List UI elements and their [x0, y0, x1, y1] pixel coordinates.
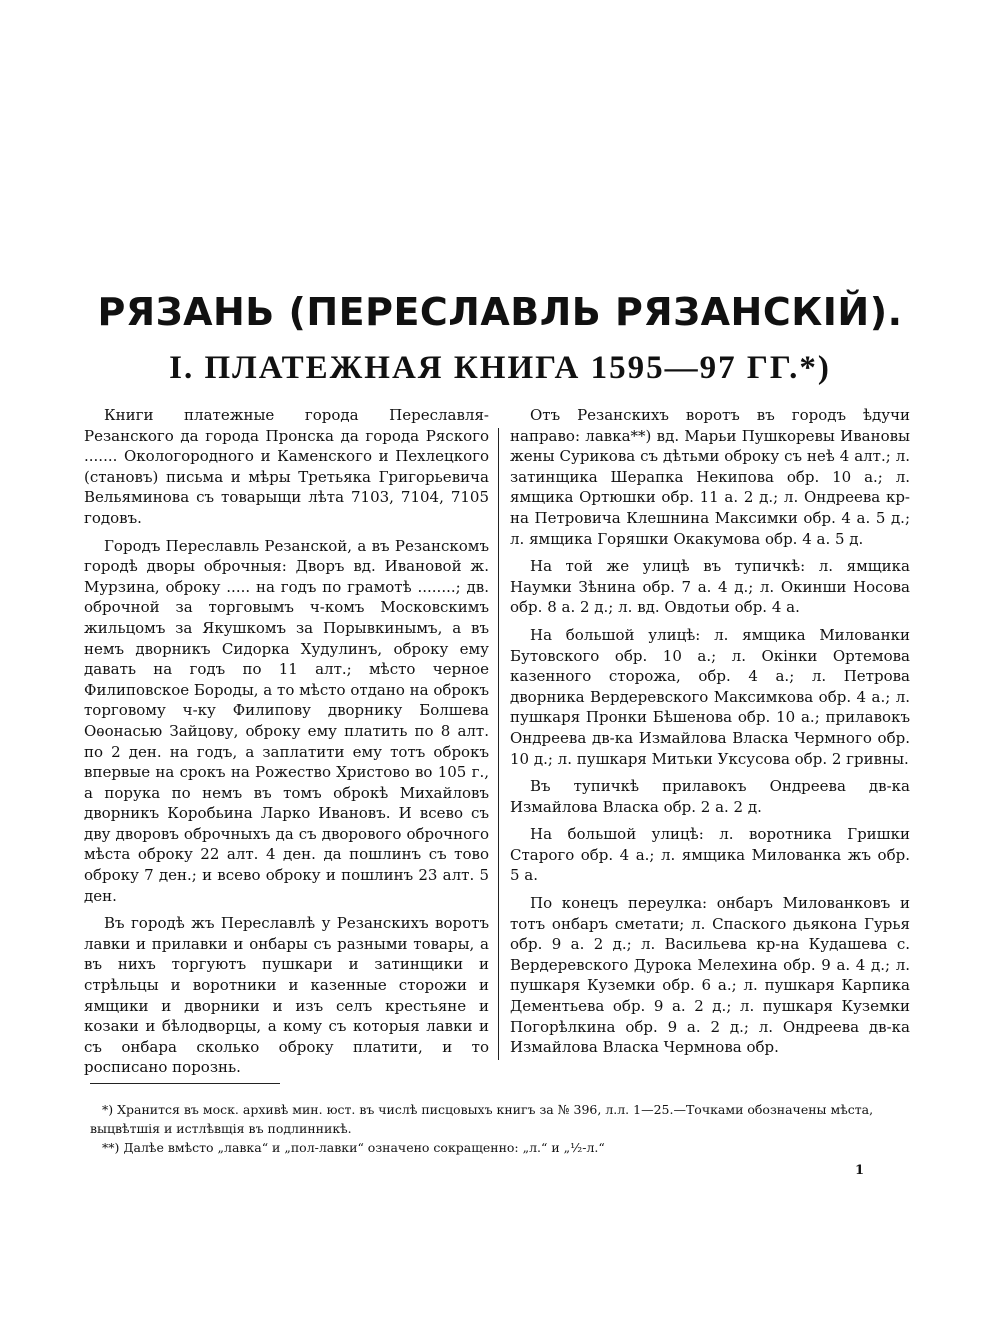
- page-title: РЯЗАНЬ (ПЕРЕСЛАВЛЬ РЯЗАНСКІЙ).: [97, 290, 903, 334]
- paragraph: На большой улицѣ: л. воротника Гришки Старого обр. 4 а.; л. ямщика Милованка жъ обр. 5 а.: [510, 825, 910, 885]
- column-divider: [498, 428, 499, 1060]
- footnote: **) Далѣе вмѣсто „лавка“ и „пол-лавки“ означено сокращенно: „л.“ и „½-л.“: [102, 1140, 605, 1155]
- paragraph: Въ городѣ жъ Переславлѣ у Резанскихъ воротъ лавки и прилавки и онбары съ разными товары, а въ нихъ торгуютъ пушкари и затинщики и стрѣльцы и воротники и казенные сторожи и ямщики и дворники и изъ селъ крестьяне и козаки и бѣлодворцы, а кому съ которыя лавки и съ онбара сколько оброку платити, и то росписано порознь.: [84, 914, 489, 1077]
- paragraph: Въ тупичкѣ прилавокъ Ондреева дв-ка Измайлова Власка обр. 2 а. 2 д.: [510, 777, 910, 816]
- paragraph: На большой улицѣ: л. ямщика Милованки Бутовского обр. 10 а.; л. Окінки Ортемова казенного сторожа, обр. 4 а.; л. Петрова дворника Вердеревского Максимкова обр. 4 а.; л. пушкаря Пронки Бѣшенова обр. 10 а.; прилавокъ Ондреева дв-ка Измайлова Власка Чермного обр. 10 д.; л. пушкаря Митьки Уксусова обр. 2 гривны.: [510, 625, 910, 768]
- paragraph: Книги платежные города Переславля-Резанского да города Пронска да города Ряского ....... Окологородного и Каменского и Пехлецкого (становъ) письма и мѣры Третьяка Григорьевича Вельяминова съ товарыщи лѣта 7103, 7104, 7105 годовъ.: [84, 406, 489, 527]
- paragraph: Городъ Переславль Резанской, а въ Резанскомъ городѣ дворы оброчныя: Дворъ вд. Ивановой ж. Мурзина, оброку ..... на годъ по грамотѣ ........; дв. оброчной за торговымъ ч-комъ Московскимъ жильцомъ за Якушкомъ за Порывкинымъ, а въ немъ дворникъ Сидорка Худулинъ, оброку ему давать на годъ по 11 алт.; мѣсто черное Филиповское Бороды, а то мѣсто отдано на оброкъ торговому ч-ку Филипову дворнику Болшева Оѳонасью Зайцову, оброку ему платить по 8 алт. по 2 ден. на годъ, а заплатити ему тотъ оброкъ впервые на срокъ на Рожество Христово во 105 г., а порука по немъ въ томъ оброкѣ Михайловъ дворникъ Коробьина Ларко Ивановъ. И всево съ дву дворовъ оброчныхъ да съ дворового оброчного мѣста оброку 22 алт. 4 ден. да пошлинъ съ тово оброку 7 ден.; и всево оброку и пошлинъ 23 алт. 5 ден.: [84, 536, 489, 905]
- footnote-rule: [90, 1083, 280, 1084]
- left-column: [84, 405, 489, 1085]
- paragraph: На той же улицѣ въ тупичкѣ: л. ямщика Наумки Зѣнина обр. 7 а. 4 д.; л. Окинши Носова обр. 8 а. 2 д.; л. вд. Овдотьи обр. 4 а.: [510, 557, 910, 617]
- page-number: 1: [855, 1163, 865, 1178]
- paragraph: Отъ Резанскихъ воротъ въ городъ ѣдучи направо: лавка**) вд. Марьи Пушкоревы Ивановы жены Сурикова съ дѣтьми оброку съ неѣ 4 алт.; л. затинщика Шерапка Некипова обр. 10 а.; л. ямщика Ортюшки обр. 11 а. 2 д.; л. Ондреева кр-на Петровича Клешнина Максимки обр. 4 а. 5 д.; л. ямщика Горяшки Окакумова обр. 4 а. 5 д.: [510, 406, 910, 548]
- footnote: *) Хранится въ моск. архивѣ мин. юст. въ числѣ писцовыхъ книгъ за № 396, л.л. 1—25.—Точками обозначены мѣста, выцвѣтшія и истлѣвщія въ подлинникѣ.: [90, 1102, 874, 1136]
- footnotes: [90, 1100, 915, 1157]
- paragraph: По конецъ переулка: онбаръ Милованковъ и тотъ онбаръ сметати; л. Спаского дьякона Гурья обр. 9 а. 2 д.; л. Васильева кр-на Кудашева с. Вердеревского Дурока Мелехина обр. 9 а. 4 д.; л. пушкаря Куземки обр. 6 а.; л. пушкаря Карпика Дементьева обр. 9 а. 2 д.; л. пушкаря Куземки Погорѣлкина обр. 9 а. 2 д.; л. Ондреева дв-ка Измайлова Власка Чермнова обр.: [510, 894, 910, 1057]
- document-subtitle: I. ПЛАТЕЖНАЯ КНИГА 1595—97 ГГ.*): [169, 350, 831, 386]
- right-column: [510, 405, 910, 1065]
